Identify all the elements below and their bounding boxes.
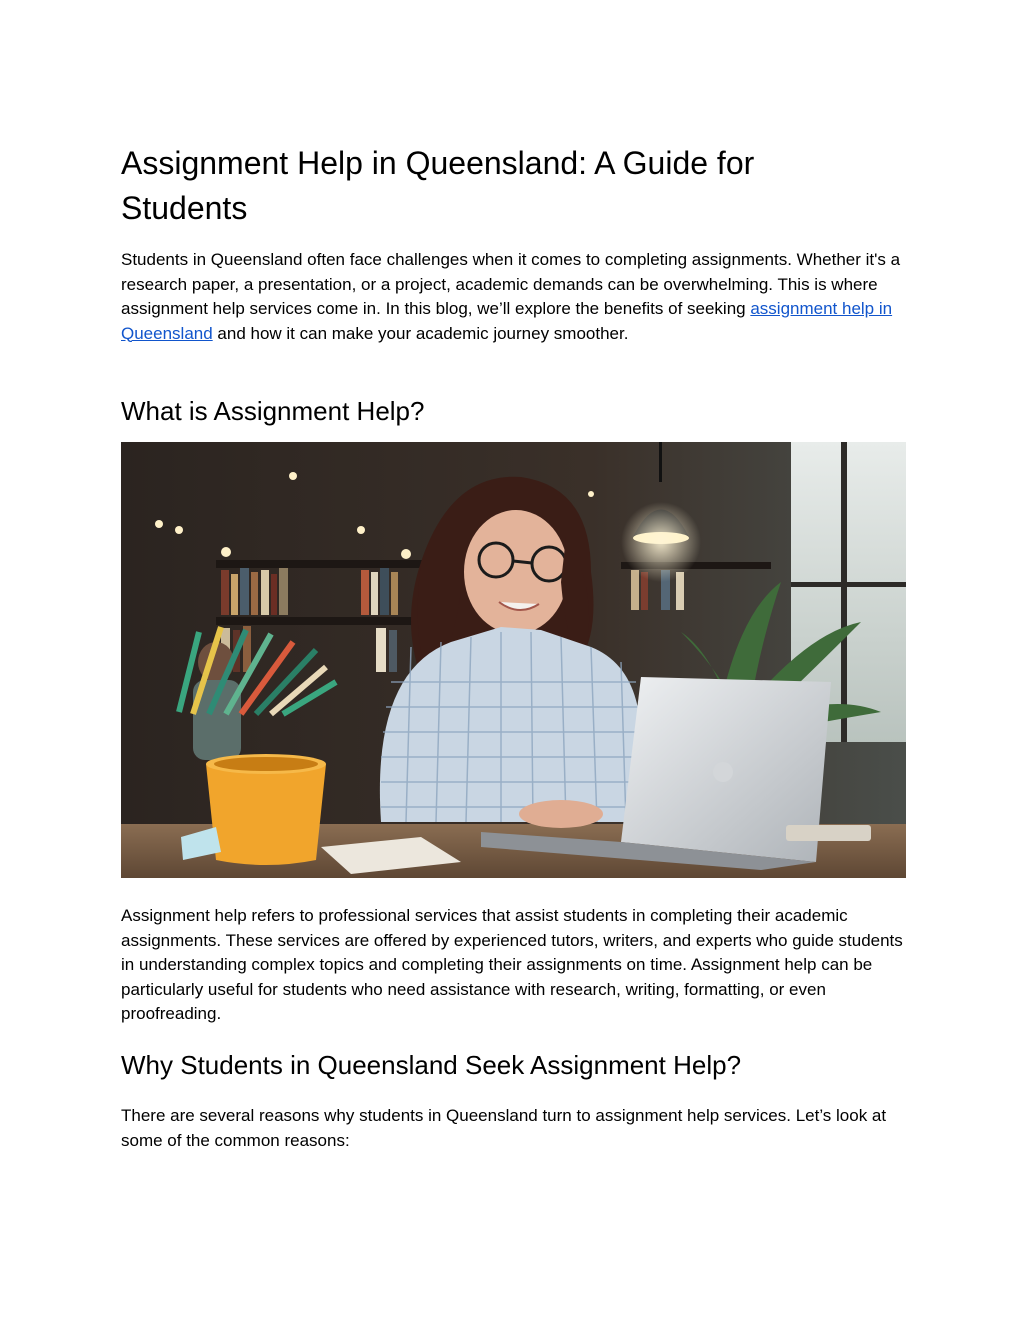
section-heading-why-students: Why Students in Queensland Seek Assignment Help? bbox=[121, 1050, 742, 1080]
student-laptop-photo bbox=[121, 442, 906, 878]
why-students-paragraph: There are several reasons why students in Queensland turn to assignment help services. Let’s look at some of the common reasons: bbox=[121, 1106, 887, 1150]
assignment-help-link[interactable]: assignment help in Queensland bbox=[121, 299, 893, 343]
intro-paragraph bbox=[121, 248, 911, 346]
section-heading-what-is: What is Assignment Help? bbox=[121, 396, 425, 426]
page-title: Assignment Help in Queensland: A Guide for Students bbox=[121, 145, 755, 226]
intro-text-before-link: Students in Queensland often face challenges when it comes to completing assignments. Whether it's a research paper, a presentation, or a project, academic demands can be overwhelming. This is where assignment help services come in. In this blog, we’ll explore the benefits of seeking bbox=[121, 250, 901, 318]
intro-text-after-link: and how it can make your academic journey smoother. bbox=[212, 323, 629, 343]
what-is-paragraph: Assignment help refers to professional services that assist students in completing their academic assignments. These services are offered by experienced tutors, writers, and experts who guide students in understanding complex topics and completing their assignments on time. Assignment help can be particularly useful for students who need assistance with research, writing, formatting, or even proofreading. bbox=[121, 906, 903, 1023]
